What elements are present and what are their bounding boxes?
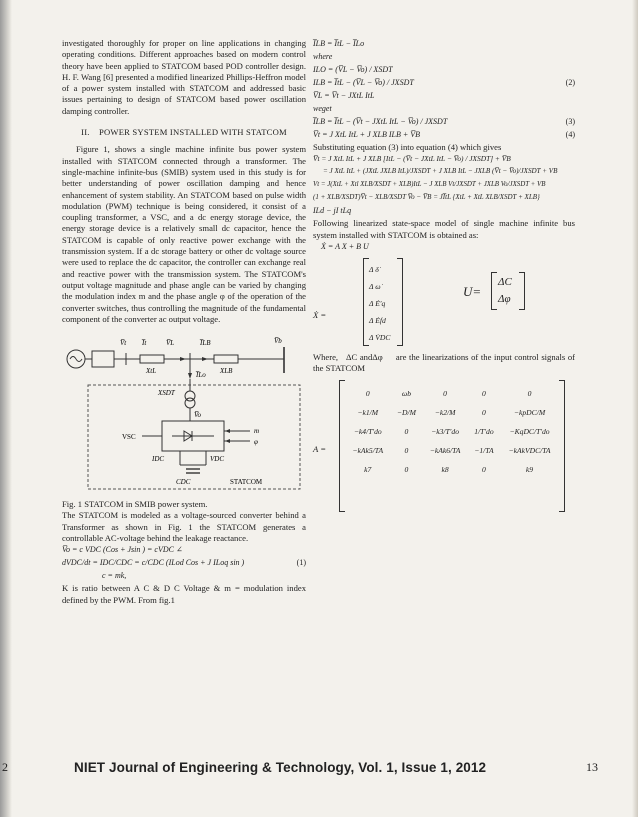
journal-title: NIET Journal of Engineering & Technology, Vol. 1, Issue 1, 2012 xyxy=(74,760,487,775)
label-m: m xyxy=(254,427,260,436)
equation-number-1: (1) xyxy=(296,558,306,568)
label-vb: V̅b xyxy=(274,337,282,346)
k-definition: K is ratio between A C & D C Voltage & m = modulation index defined by the PWM. From fig.1 xyxy=(62,583,306,605)
substitution-text: Substituting equation (3) into equation (4) which gives xyxy=(313,142,502,152)
left-column xyxy=(62,38,306,606)
step-up-transformer xyxy=(92,351,114,367)
x-vector-label: Ẋ = xyxy=(313,309,327,320)
page-number-left: 2 xyxy=(2,760,8,774)
equation-ilb: I̅LB = I̅tL − I̅Lo xyxy=(313,39,365,48)
smib-statcom-schematic xyxy=(62,333,306,493)
u-vector xyxy=(491,272,525,310)
label-statcom: STATCOM xyxy=(230,478,263,487)
a-matrix-block xyxy=(313,380,575,520)
state-equation: Ẋ = A X + B U xyxy=(321,241,369,251)
label-vt: V̅t xyxy=(120,339,127,348)
label-xsdt: XSDT xyxy=(158,389,175,398)
model-description: The STATCOM is modeled as a voltage-sourced converter behind a Transformer as shown in Fig. 1 the STATCOM generates a controllable AC-voltage behind the leakage reactance. xyxy=(62,510,306,544)
equation-vt-rearranged: (1 + XLB/XSDT)V̅t − XLB/XSDT V̅o − V̅B = JI̅tL {XtL + XtL XLB/XSDT + XLB} xyxy=(313,193,540,202)
equation-vt-expanded: V̅t = J XtL ItL + J XLB [ItL − (V̅t − JXtL ItL − V̅o) / JXSDT] + V̅B xyxy=(313,154,511,164)
weget-label: weget xyxy=(313,104,332,113)
a-matrix-table: 0 ωb 0 0 0 −k1/M −D/M −k2/M 0 −kpDC/M −k4/T′do 0 −k3/T′do 1/T′do −KqDC/T′do −kAk5/TA 0 −kAk6/TA −1/TA −kAkVDC/TA k7 0 k8 0 k9 xyxy=(352,389,551,475)
equation-ilo: ILO = (V̅L − V̅o) / XSDT xyxy=(313,65,393,74)
figure-caption: Fig. 1 STATCOM in SMIB power system. xyxy=(62,499,208,510)
state-vector-block xyxy=(313,258,575,348)
state-space-text: Following linearized state-space model of single machine infinite bus system installed with STATCOM is obtained as: xyxy=(313,218,575,240)
x-vector-entries: Δ δ̇ Δ ω̇ Δ Ė′q Δ Ėfd Δ V̇DC xyxy=(369,264,391,342)
label-it: I̅t xyxy=(142,339,147,348)
where-label: where xyxy=(313,52,333,61)
equation-ilb-2: ILB = I̅tL − (V̅L − V̅o) / JXSDT (2) xyxy=(313,78,575,87)
section-body: Figure 1, shows a single machine infinite bus power system installed with STATCOM connected through a transformer. The single-machine infinite-bus (SMIB) system used in this study is for better understanding of power oscillation damping and hence enhancement of system stability. An STATCOM based on pulse width modulation (PWM) technique is being considered, it consist of a coupling transformer, a VSC, and a dc energy storage device, the energy storage device is a relatively small dc capacitor, hence the STATCOM is capable of only reactive power exchange with the transmission system. If a dc storage battery or other dc voltage source were used to replace the dc capacitor, the controller can exchange real and reactive power with the transmission system. The STATCOM's output voltage magnitude and phase angle can be varied by changing the modulation index m and the phase angle φ of the operation of the converter switches, thus controlling the magnitude of the fundamental component of the converter ac output voltage. xyxy=(62,144,306,324)
label-ilb: I̅LB xyxy=(200,339,211,348)
u-vector-label: U= xyxy=(463,283,482,299)
section-heading: II. POWER SYSTEM INSTALLED WITH STATCOM xyxy=(81,127,287,138)
equation-vo: V̅o = c VDC (Cos + Jsin ) = cVDC ∠ xyxy=(62,545,183,555)
label-vdc: VDC xyxy=(210,455,224,464)
line-reactance-xtl xyxy=(140,355,164,363)
x-vector xyxy=(363,258,403,346)
label-phi: φ xyxy=(254,438,258,447)
label-idc: IDC xyxy=(152,455,165,464)
label-xtl: XtL xyxy=(146,367,157,376)
equation-vt: V̅t = J XtL ItL + J XLB ILB + V̅B (4) xyxy=(313,130,575,139)
equation-vt-expanded-2: = J XtL ItL + (JXtL JXLB ItL)/JXSDT + J XLB ItL − JXLB (V̅t − V̅o)/JXSDT + VB xyxy=(323,167,558,176)
intro-paragraph: investigated thoroughly for proper on line applications in changing operating conditions. Different approaches based on modern control theory have been applied to STATCOM based POD controller design. H. F. Wang [6] presented a modified linearized Phillips-Heffron model of a power system installed with STATCOM and addressed basic issues pertaining to design of STATCOM based power oscillation damping controller. xyxy=(62,38,306,116)
label-vsc: VSC xyxy=(122,433,136,442)
figure-1-diagram xyxy=(62,333,306,493)
equation-number-4: (4) xyxy=(565,130,575,139)
line-reactance-xlb xyxy=(214,355,238,363)
right-column xyxy=(313,38,575,520)
equation-ilb-3: I̅LB = I̅tL − (V̅t − JXtL ItL − V̅o) / JXSDT (3) xyxy=(313,117,575,126)
equation-number-3: (3) xyxy=(565,117,575,126)
page-footer xyxy=(0,760,638,780)
a-matrix-label: A = xyxy=(313,444,327,455)
equation-il: ILd − jI tLq xyxy=(313,206,352,216)
a-matrix xyxy=(339,380,565,512)
scan-edge-shadow xyxy=(632,0,638,817)
equation-vl: V̅L = V̅t − JXtL ItL xyxy=(313,91,375,100)
label-ilo: I̅Lo xyxy=(196,371,206,380)
u-vector-entries: ΔC Δφ xyxy=(498,275,512,305)
label-vo: V̅o xyxy=(194,411,201,420)
label-vl: V̅L xyxy=(166,339,175,348)
equation-number-2: (2) xyxy=(565,78,575,87)
label-xlb: XLB xyxy=(220,367,233,376)
page-number-right: 13 xyxy=(586,760,598,774)
label-cdc: CDC xyxy=(176,478,191,487)
linearization-text: Where, ΔC andΔφ are the linearizations of the input control signals of the STATCOM xyxy=(313,351,575,374)
equation-c: c = mk, xyxy=(102,571,127,581)
scan-binding-shadow xyxy=(0,0,12,817)
equation-dvdc: dVDC/dt = IDC/CDC = c/CDC (ILod Cos + J ILoq sin ) (1) xyxy=(62,558,306,568)
equation-vt-expanded-3: Vt = J(XtL + Xtl XLB/XSDT + XLB)ItL − J XLB Vt/JXSDT + JXLB Vo/JXSDT + VB xyxy=(313,181,546,189)
